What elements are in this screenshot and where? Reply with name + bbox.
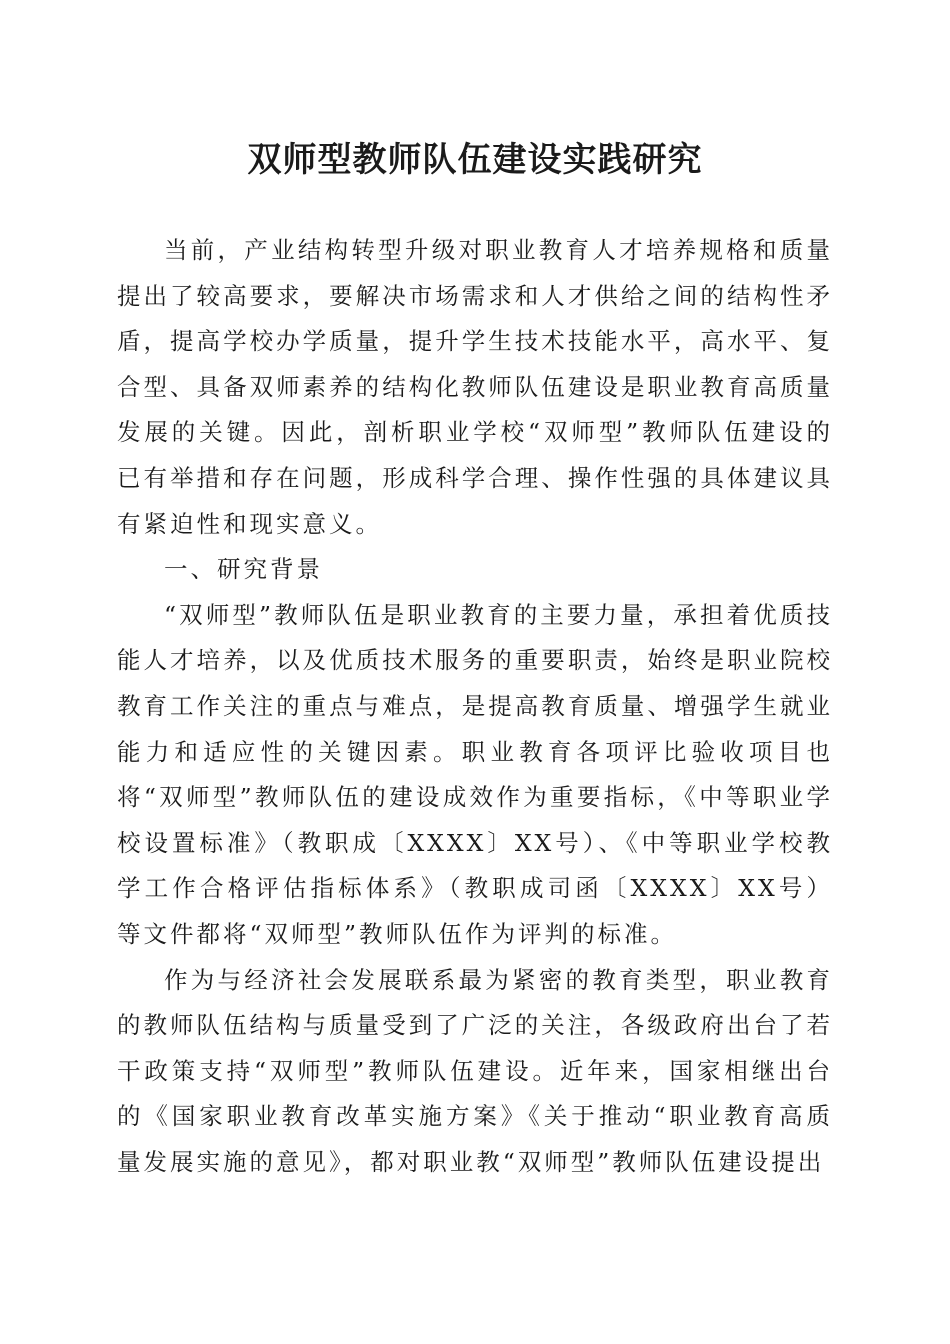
section-heading-background: 一、研究背景 — [164, 555, 323, 584]
document-body — [117, 228, 833, 1185]
document-title: 双师型教师队伍建设实践研究 — [247, 140, 703, 180]
paragraph-policy: 作为与经济社会发展联系最为紧密的教育类型，职业教育的教师队伍结构与质量受到了广泛的关注，各级政府出台了若干政策支持“双师型”教师队伍建设。近年来，国家相继出台的《国家职业教育改革实施方案》《关于推动“职业教育高质量发展实施的意见》，都对职业教“双师型”教师队伍建设提出 — [117, 965, 833, 1176]
paragraph-background: “双师型”教师队伍是职业教育的主要力量，承担着优质技能人才培养，以及优质技术服务的重要职责，始终是职业院校教育工作关注的重点与难点，是提高教育质量、增强学生就业能力和适应性的关键因素。职业教育各项评比验收项目也将“双师型”教师队伍的建设成效作为重要指标，《中等职业学校设置标准》（教职成〔XXXX〕XX号）、《中等职业学校教学工作合格评估指标体系》（教职成司函〔XXXX〕XX号）等文件都将“双师型”教师队伍作为评判的标准。 — [117, 600, 833, 948]
paragraph-intro: 当前，产业结构转型升级对职业教育人才培养规格和质量提出了较高要求，要解决市场需求和人才供给之间的结构性矛盾，提高学校办学质量，提升学生技术技能水平，高水平、复合型、具备双师素养的结构化教师队伍建设是职业教育高质量发展的关键。因此，剖析职业学校“双师型”教师队伍建设的已有举措和存在问题，形成科学合理、操作性强的具体建议具有紧迫性和现实意义。 — [117, 236, 833, 538]
